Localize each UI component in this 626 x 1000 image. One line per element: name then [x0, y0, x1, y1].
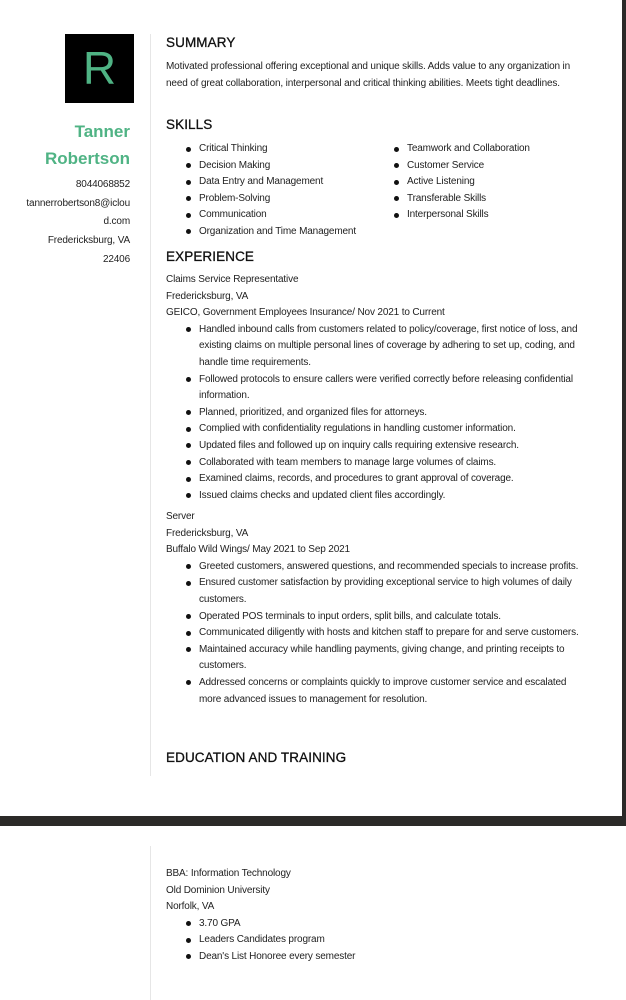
- duty-item: Followed protocols to ensure callers were verified correctly before releasing confidential information.: [166, 372, 586, 405]
- skill-item: Transferable Skills: [374, 191, 530, 208]
- degree: BBA: Information Technology: [166, 868, 291, 879]
- school: Old Dominion University: [166, 884, 270, 896]
- duty-item: Planned, prioritized, and organized files for attorneys.: [166, 405, 586, 422]
- column-divider: [150, 846, 151, 1000]
- education-details: [166, 916, 586, 966]
- duty-item: Handled inbound calls from customers related to policy/coverage, first notice of loss, and existing claims on multiple personal lines of coverage by adhering to set up, coding, and handle time requirements.: [166, 322, 586, 372]
- job-location: Fredericksburg, VA: [166, 290, 249, 302]
- job-location: Fredericksburg, VA: [166, 527, 249, 539]
- last-name: Robertson: [45, 149, 130, 168]
- job-employer: GEICO, Government Employees Insurance/ Nov 2021 to Current: [166, 307, 445, 319]
- first-name: Tanner: [74, 122, 130, 141]
- candidate-name: [45, 118, 130, 172]
- city: Fredericksburg, VA: [47, 235, 130, 247]
- education-item: Leaders Candidates program: [166, 932, 586, 949]
- skill-item: Customer Service: [374, 158, 530, 175]
- duty-item: Issued claims checks and updated client files accordingly.: [166, 488, 586, 505]
- duty-item: Complied with confidentiality regulations in handling customer information.: [166, 421, 586, 438]
- duty-item: Ensured customer satisfaction by providing exceptional service to high volumes of daily customers.: [166, 575, 586, 608]
- skill-item: Data Entry and Management: [166, 174, 356, 191]
- education-item: 3.70 GPA: [166, 916, 586, 933]
- skill-item: Active Listening: [374, 174, 530, 191]
- skill-item: Interpersonal Skills: [374, 207, 530, 224]
- contact-info: [10, 176, 130, 270]
- duty-item: Addressed concerns or complaints quickly to improve customer service and escalated more advanced issues to management for resolution.: [166, 675, 586, 708]
- job-duties: [166, 559, 586, 708]
- phone: 8044068852: [75, 179, 130, 190]
- column-divider: [150, 34, 151, 776]
- job-title: Server: [166, 511, 195, 522]
- school-location: Norfolk, VA: [166, 901, 215, 913]
- page-break: [0, 816, 626, 826]
- skills-heading: SKILLS: [166, 117, 213, 132]
- skill-item: Communication: [166, 207, 356, 224]
- job-employer: Buffalo Wild Wings/ May 2021 to Sep 2021: [166, 544, 350, 556]
- duty-item: Updated files and followed up on inquiry calls requiring extensive research.: [166, 438, 586, 455]
- job-title: Claims Service Representative: [166, 274, 299, 285]
- duty-item: Operated POS terminals to input orders, split bills, and calculate totals.: [166, 609, 586, 626]
- skill-item: Organization and Time Management: [166, 224, 356, 241]
- skills-list-1: [166, 141, 356, 241]
- duty-item: Examined claims, records, and procedures to grant approval of coverage.: [166, 471, 586, 488]
- job-entry: [166, 272, 586, 504]
- skills-list-2: [374, 141, 530, 224]
- job-entry: [166, 509, 586, 708]
- job-duties: [166, 322, 586, 505]
- duty-item: Collaborated with team members to manage large volumes of claims.: [166, 455, 586, 472]
- skill-item: Critical Thinking: [166, 141, 356, 158]
- education-entry: [166, 866, 586, 966]
- education-item: Dean's List Honoree every semester: [166, 949, 586, 966]
- skill-item: Problem-Solving: [166, 191, 356, 208]
- education-heading: EDUCATION AND TRAINING: [166, 750, 347, 765]
- duty-item: Greeted customers, answered questions, and recommended specials to increase profits.: [166, 559, 586, 576]
- viewer-edge: [622, 0, 626, 826]
- zip: 22406: [102, 253, 130, 265]
- duty-item: Maintained accuracy while handling payments, giving change, and printing receipts to customers.: [166, 642, 586, 675]
- resume-page-2: [0, 826, 622, 1000]
- skill-item: Decision Making: [166, 158, 356, 175]
- summary-text: Motivated professional offering exceptional and unique skills. Adds value to any organization in need of great collaboration, interpersonal and critical thinking abilities. Meets tight deadlines.: [166, 61, 571, 89]
- summary-heading: SUMMARY: [166, 35, 236, 50]
- email: tannerrobertson8@icloud.com: [26, 197, 130, 228]
- experience-heading: EXPERIENCE: [166, 249, 255, 264]
- monogram-logo: R: [65, 34, 134, 103]
- duty-item: Communicated diligently with hosts and kitchen staff to prepare for and serve customers.: [166, 625, 586, 642]
- skill-item: Teamwork and Collaboration: [374, 141, 530, 158]
